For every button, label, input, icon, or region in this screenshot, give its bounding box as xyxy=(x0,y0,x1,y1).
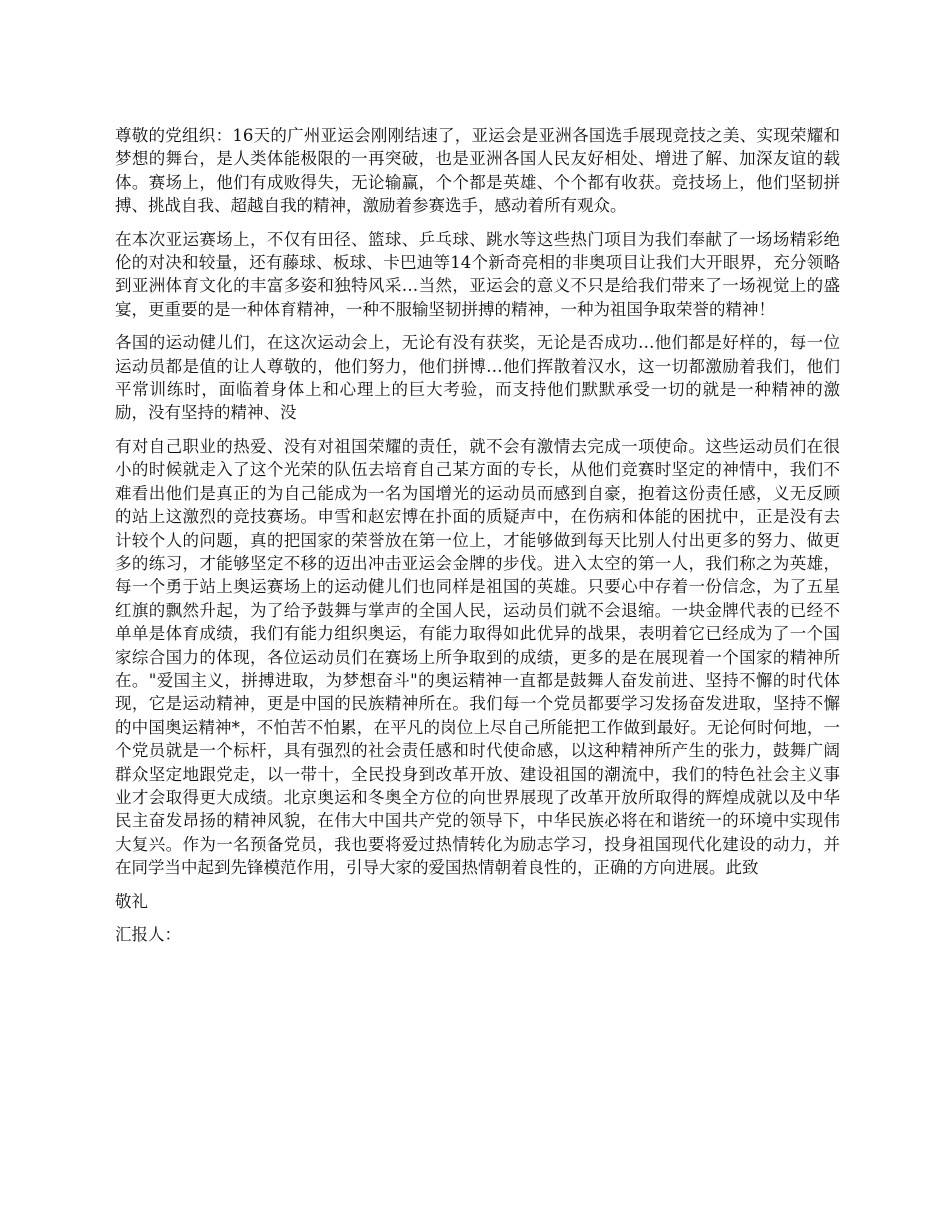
paragraph-opening: 尊敬的党组织：16天的广州亚运会刚刚结速了，亚运会是亚洲各国选手展现竞技之美、实现荣耀和梦想的舞台，是人类体能极限的一再突破，也是亚洲各国人民友好相处、增进了解、加深友谊的载体。赛场上，他们有成败得失，无论输赢，个个都是英雄、个个都有收获。竞技场上，他们坚韧拼搏、挑战自我、超越自我的精神，激励着参赛选手，感动着所有观众。 xyxy=(115,126,840,216)
signature-line: 汇报人： xyxy=(115,925,181,944)
paragraph-responsibility-and-patriotism: 有对自己职业的热爱、没有对祖国荣耀的责任，就不会有激情去完成一项使命。这些运动员们在很小的时候就走入了这个光荣的队伍去培育自己某方面的专长，从他们竞赛时坚定的神情中，我们不难看出他们是真正的为自己能成为一名为国增光的运动员而感到自豪，抱着这份责任感，义无反顾的站上这激烈的竞技赛场。申雪和赵宏博在扑面的质疑声中，在伤病和体能的困扰中，正是没有去计较个人的问题，真的把国家的荣誉放在第一位上，才能够做到每天比别人付出更多的努力、做更多的练习，才能够坚定不移的迈出冲击亚运会金牌的步伐。进入太空的第一人，我们称之为英雄，每一个勇于站上奥运赛场上的运动健儿们也同样是祖国的英雄。只要心中存着一份信念，为了五星红旗的飘然升起，为了给予鼓舞与掌声的全国人民，运动员们就不会退缩。一块金牌代表的已经不单单是体育成绩，我们有能力组织奥运，有能力取得如此优异的战果，表明着它已经成为了一个国家综合国力的体现，各位运动员们在赛场上所争取到的成绩，更多的是在展现着一个国家的精神所在。"爱国主义，拼搏进取，为梦想奋斗"的奥运精神一直都是鼓舞人奋发前进、坚持不懈的时代体现，它是运动精神，更是中国的民族精神所在。我们每一个党员都要学习发扬奋发进取，坚持不懈的中国奥运精神*，不怕苦不怕累，在平凡的岗位上尽自己所能把工作做到最好。无论何时何地，一个党员就是一个标杆，具有强烈的社会责任感和时代使命感，以这种精神所产生的张力，鼓舞广阔群众坚定地跟党走，以一带十，全民投身到改革开放、建设祖国的潮流中，我们的特色社会主义事业才会取得更大成绩。北京奥运和冬奥全方位的向世界展现了改革开放所取得的辉煌成就以及中华民主奋发昂扬的精神风貌，在伟大中国共产党的领导下，中华民族必将在和谐统一的环境中实现伟大复兴。作为一名预备党员，我也要将爱过热情转化为励志学习，投身祖国现代化建设的动力，并在同学当中起到先锋模范作用，引导大家的爱国热情朝着良性的，正确的方向进展。此致 xyxy=(115,436,840,878)
closing-salutation: 敬礼 xyxy=(115,891,148,911)
paragraph-athletes-spirit: 各国的运动健儿们，在这次运动会上，无论有没有获奖，无论是否成功…他们都是好样的，每一位运动员都是值的让人尊敬的，他们努力，他们拼博…他们挥散着汉水，这一切都激励着我们，他们平常训练时，面临着身体上和心理上的巨大考验，而支持他们默默承受一切的就是一种精神的激励，没有坚持的精神、没 xyxy=(115,333,840,423)
document-body xyxy=(115,124,840,946)
paragraph-asian-games-events: 在本次亚运赛场上，不仅有田径、篮球、乒乓球、跳水等这些热门项目为我们奉献了一场场精彩绝伦的对决和较量，还有藤球、板球、卡巴迪等14个新奇亮相的非奥项目让我们大开眼界，充分领略到亚洲体育文化的丰富多姿和独特风采…当然，亚运会的意义不只是给我们带来了一场视觉上的盛宴，更重要的是一种体育精神，一种不服输坚韧拼搏的精神，一种为祖国争取荣誉的精神！ xyxy=(115,229,840,319)
